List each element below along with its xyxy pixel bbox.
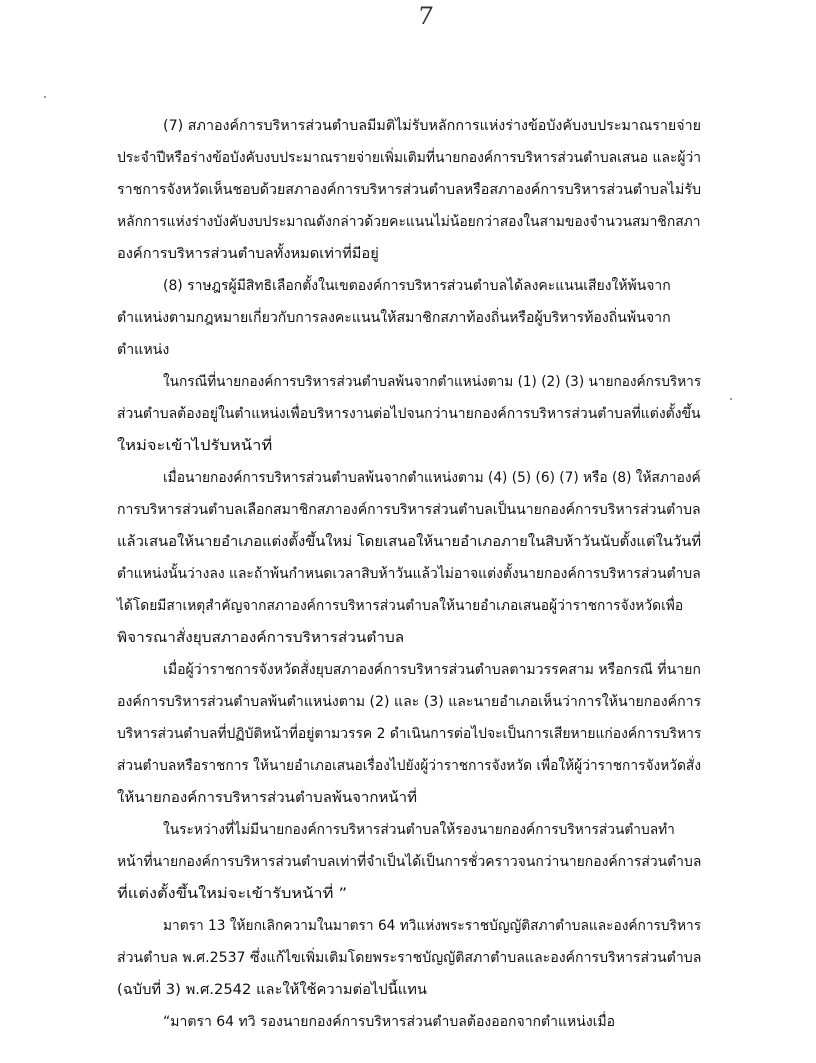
body-line: (7) สภาองค์การบริหารส่วนตำบลมีมติไม่รับหลักการแห่งร่างข้อบังคับงบประมาณรายจ่าย (163, 118, 702, 134)
body-line: ตำแหน่งนั้นว่างลง และถ้าพ้นกำหนดเวลาสิบห้าวันแล้วไม่อาจแต่งตั้งนายกองค์การบริหารส่วนตำบล (117, 566, 701, 582)
body-line: ตำแหน่ง (117, 342, 170, 358)
body-line: ส่วนตำบล พ.ศ.2537 ซึ่งแก้ไขเพิ่มเติมโดยพระราชบัญญัติสภาตำบลและองค์การบริหารส่วนตำบล (117, 950, 702, 966)
body-line: บริหารส่วนตำบลที่ปฏิบัติหน้าที่อยู่ตามวรรค 2 ดำเนินการต่อไปจะเป็นการเสียหายแก่องค์การบริหาร (117, 726, 702, 742)
body-line: เมื่อผู้ว่าราชการจังหวัดสั่งยุบสภาองค์การบริหารส่วนตำบลตามวรรคสาม หรือกรณี ที่นายก (163, 662, 701, 678)
body-line: ส่วนตำบลต้องอยู่ในตำแหน่งเพื่อบริหารงานต่อไปจนกว่านายกองค์การบริหารส่วนตำบลที่แต่งตั้งขึ้น (117, 406, 701, 422)
body-line: ราชการจังหวัดเห็นชอบด้วยสภาองค์การบริหารส่วนตำบลหรือสภาองค์การบริหารส่วนตำบลไม่รับ (117, 182, 702, 198)
body-line: ในระหว่างที่ไม่มีนายกองค์การบริหารส่วนตำบลให้รองนายกองค์การบริหารส่วนตำบลทำ (163, 822, 675, 838)
body-line: ส่วนตำบลหรือราชการ ให้นายอำเภอเสนอเรื่องไปยังผู้ว่าราชการจังหวัด เพื่อให้ผู้ว่าราชการจังหวัดสั่ง (117, 758, 702, 774)
body-line: ใหม่จะเข้าไปรับหน้าที่ (117, 438, 273, 454)
body-line: มาตรา 13 ให้ยกเลิกความในมาตรา 64 ทวิแห่งพระราชบัญญัติสภาตำบลและองค์การบริหาร (163, 918, 702, 934)
body-line: ในกรณีที่นายกองค์การบริหารส่วนตำบลพ้นจากตำแหน่งตาม (1) (2) (3) นายกองค์กรบริหาร (163, 374, 702, 390)
body-line: เมื่อนายกองค์การบริหารส่วนตำบลพ้นจากตำแหน่งตาม (4) (5) (6) (7) หรือ (8) ให้สภาองค์ (163, 470, 701, 486)
body-line: แล้วเสนอให้นายอำเภอแต่งตั้งขึ้นใหม่ โดยเสนอให้นายอำเภอภายในสิบห้าวันนับตั้งแต่ในวันที่ (117, 534, 702, 550)
scan-speck (44, 96, 46, 98)
body-line: (ฉบับที่ 3) พ.ศ.2542 และให้ใช้ความต่อไปนี้แทน (117, 982, 427, 998)
body-line: ตำแหน่งตามกฎหมายเกี่ยวกับการลงคะแนนให้สมาชิกสภาท้องถิ่นหรือผู้บริหารท้องถิ่นพ้นจาก (117, 310, 671, 326)
scan-speck (730, 398, 732, 400)
body-line: (8) ราษฎรผู้มีสิทธิเลือกตั้งในเขตองค์การบริหารส่วนตำบลได้ลงคะแนนเสียงให้พ้นจาก (163, 278, 671, 294)
body-line: การบริหารส่วนตำบลเลือกสมาชิกสภาองค์การบริหารส่วนตำบลเป็นนายกองค์การบริหารส่วนตำบล (117, 502, 701, 518)
body-line: องค์การบริหารส่วนตำบลพ้นตำแหน่งตาม (2) และ (3) และนายอำเภอเห็นว่าการให้นายกองค์การ (117, 694, 702, 710)
body-line: พิจารณาสั่งยุบสภาองค์การบริหารส่วนตำบล (117, 630, 405, 646)
body-line: ได้โดยมีสาเหตุสำคัญจากสภาองค์การบริหารส่วนตำบลให้นายอำเภอเสนอผู้ว่าราชการจังหวัดเพื่อ (117, 598, 684, 614)
page-number: 7 (416, 2, 435, 30)
body-line: หน้าที่นายกองค์การบริหารส่วนตำบลเท่าที่จำเป็นได้เป็นการชั่วคราวจนกว่านายกองค์การส่วนตำบล (117, 854, 702, 870)
body-line: “มาตรา 64 ทวิ รองนายกองค์การบริหารส่วนตำบลต้องออกจากตำแหน่งเมื่อ (163, 1014, 616, 1030)
body-line: ที่แต่งตั้งขึ้นใหม่จะเข้ารับหน้าที่ ” (117, 886, 348, 902)
body-line: องค์การบริหารส่วนตำบลทั้งหมดเท่าที่มีอยู่ (117, 246, 379, 262)
body-line: หลักการแห่งร่างบังคับงบประมาณดังกล่าวด้วยคะแนนไม่น้อยกว่าสองในสามของจำนวนสมาชิกสภา (117, 214, 701, 230)
body-line: ให้นายกองค์การบริหารส่วนตำบลพ้นจากหน้าที่ (117, 790, 418, 806)
body-line: ประจำปีหรือร่างข้อบังคับงบประมาณรายจ่ายเพิ่มเติมที่นายกองค์การบริหารส่วนตำบลเสนอ และผู้ว่า (117, 150, 702, 166)
